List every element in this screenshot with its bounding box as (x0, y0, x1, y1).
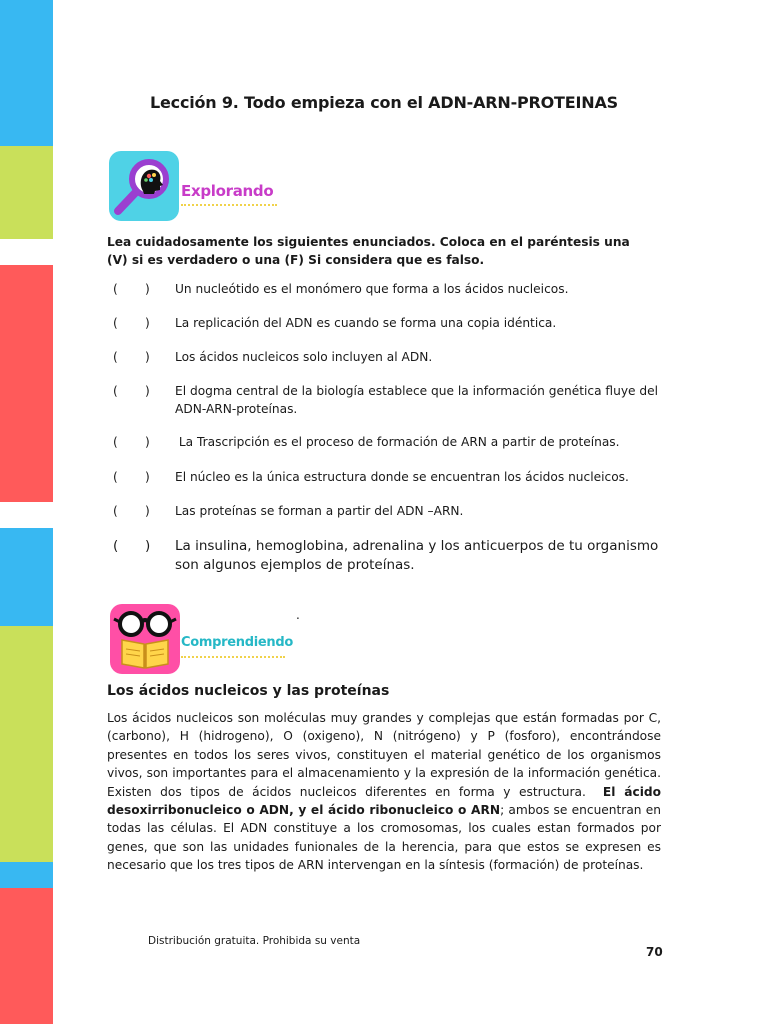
magnifier-head-icon (109, 151, 179, 221)
answer-paren-close: ) (145, 316, 150, 330)
answer-paren-close: ) (145, 470, 150, 484)
stripe-segment-red-1 (0, 265, 53, 502)
page-number: 70 (646, 945, 663, 959)
paragraph-part-1: Los ácidos nucleicos son moléculas muy grandes y complejas que están formadas por C, (carbono), H (hidrogeno), O (oxigeno), N (nitrógeno) y P (fosforo), encontrándose presentes en todos los seres vivos, constituyen el material genético de los organismos vivos, son importantes para el almacenamiento y la expresión de la información genética. Existen dos tipos de ácidos nucleicos diferentes en forma y estructura. (107, 711, 665, 799)
explorando-dotted-underline (181, 204, 277, 206)
comprendiendo-label: Comprendiendo (181, 635, 293, 650)
paragraph-part-2: ; ambos se encuentran en todas las células. El ADN constituye a los cromosomas, los cuales estan formados por genes, que son las unidades funionales de la herencia, para que estos se expresen es necesario que los tres tipos de ARN intervengan en la síntesis (formación) de proteínas. (107, 803, 661, 873)
paragraph-bold-part: El ácido desoxirribonucleico o ADN, y el ácido ribonucleico o ARN (107, 784, 661, 818)
section-heading: Los ácidos nucleicos y las proteínas (107, 683, 390, 699)
answer-paren-open: ( (113, 316, 118, 330)
stripe-segment-blue-2 (0, 528, 53, 626)
statement-text: Los ácidos nucleicos solo incluyen al ADN. (175, 350, 433, 364)
footer-notice: Distribución gratuita. Prohibida su venta (148, 935, 361, 947)
explorando-badge (109, 151, 179, 221)
lesson-title: Lección 9. Todo empieza con el ADN-ARN-PROTEINAS (150, 93, 618, 112)
statement-text: Las proteínas se forman a partir del ADN –ARN. (175, 504, 464, 518)
answer-paren-close: ) (145, 350, 150, 364)
explorando-label: Explorando (181, 182, 274, 200)
answer-paren-open: ( (113, 282, 118, 296)
answer-paren-open: ( (113, 538, 119, 554)
answer-paren-open: ( (113, 470, 118, 484)
answer-paren-open: ( (113, 435, 118, 449)
stripe-segment-blue-3 (0, 862, 53, 888)
answer-paren-open: ( (113, 350, 118, 364)
stripe-segment-green-1 (0, 146, 53, 239)
answer-paren-close: ) (145, 435, 150, 449)
statement-text: Un nucleótido es el monómero que forma a los ácidos nucleicos. (175, 282, 569, 296)
answer-paren-close: ) (145, 504, 150, 518)
stripe-segment-white-2 (0, 502, 53, 528)
instructions-text: Lea cuidadosamente los siguientes enunciados. Coloca en el paréntesis una (V) si es verdadero o una (F) Si considera que es falso. (107, 235, 630, 267)
comprendiendo-dotted-underline (181, 656, 285, 658)
statement-text: La replicación del ADN es cuando se forma una copia idéntica. (175, 316, 557, 330)
answer-paren-open: ( (113, 504, 118, 518)
comprendiendo-badge (110, 604, 180, 674)
section-paragraph (107, 709, 665, 875)
answer-paren-open: ( (113, 384, 118, 398)
stray-dot: . (296, 608, 300, 622)
statement-text: El núcleo es la única estructura donde se encuentran los ácidos nucleicos. (175, 470, 629, 484)
glasses-book-icon (110, 604, 180, 674)
answer-paren-close: ) (145, 282, 150, 296)
stripe-segment-red-2 (0, 888, 53, 1024)
stripe-segment-green-2 (0, 626, 53, 862)
statement-text: La insulina, hemoglobina, adrenalina y los anticuerpos de tu organismo son algunos ejemplos de proteínas. (175, 538, 659, 573)
left-color-stripe (0, 0, 53, 1024)
stripe-segment-blue-1 (0, 0, 53, 146)
statement-text: La Trascripción es el proceso de formación de ARN a partir de proteínas. (175, 435, 620, 449)
stripe-segment-white-1 (0, 239, 53, 265)
answer-paren-close: ) (145, 538, 151, 554)
answer-paren-close: ) (145, 384, 150, 398)
statement-text: El dogma central de la biología establece que la información genética fluye del ADN-ARN-proteínas. (175, 384, 659, 416)
